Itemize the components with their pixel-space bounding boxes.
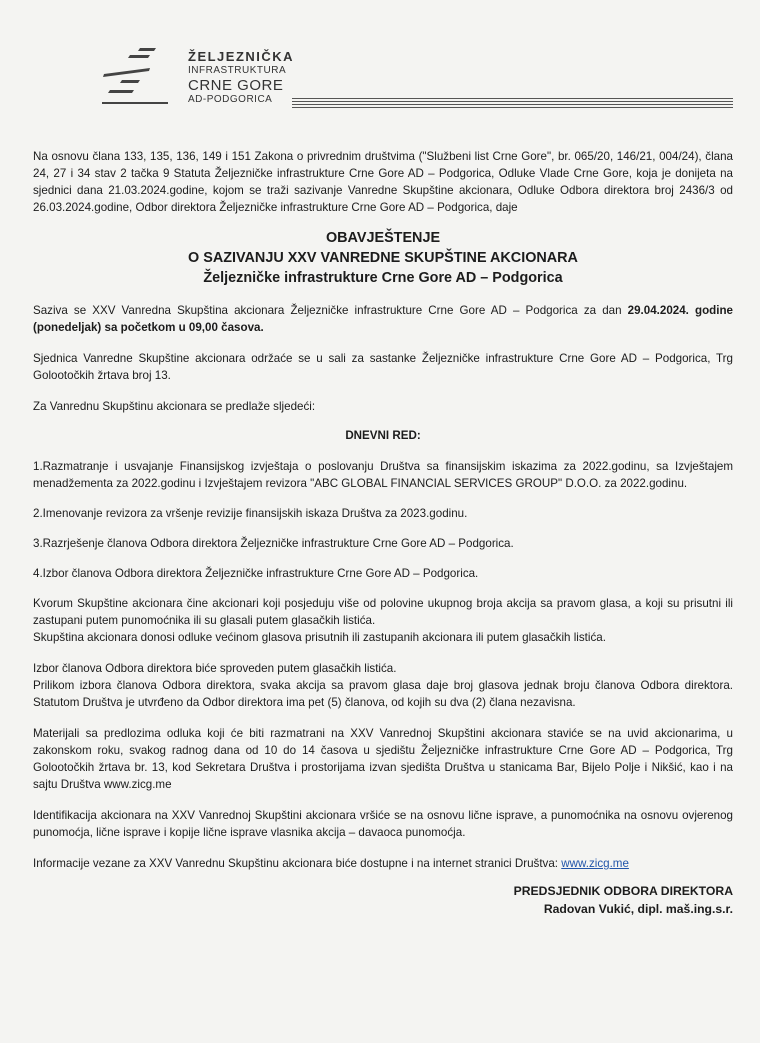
materials-paragraph: Materijali sa predlozima odluka koji će biti razmatrani na XXV Vanrednoj Skupštini akcionara staviće se na uvid akcionarima, u zakonskom roku, svakog radnog dana od 10 do 14 časova u sjedištu Željezničke infrastrukture Crne Gore AD – Podgorica, Trg Golootočkih žrtava br. 13, kod Sekretara Društva i prostorijama izvan sjedišta Društva u stanicama Bar, Bijelo Polje i Nikšić, kao i na sajtu Društva www.zicg.me xyxy=(33,727,733,791)
company-logo-text xyxy=(188,50,294,105)
logo-line-1: ŽELJEZNIČKA xyxy=(188,49,295,64)
election-rules: Prilikom izbora članova Odbora direktora, svaka akcija sa pravom glasa daje broj glasova jednak broju članova Odbora direktora. Statutom Društva je utvrđeno da Odbor direktora ima pet (5) članova, od kojih su dva (2) člana nezavisna. xyxy=(33,679,733,709)
agenda-item: 1.Razmatranje i usvajanje Finansijskog izvještaja o poslovanju Društva sa finansijskim iskazima za 2022.godinu, sa Izvještajem menadžementa za 2022.godinu i Izvještajem revizora "ABC GLOBAL FINANCIAL SERVICES GROUP" D.O.O. za 2022.godinu. xyxy=(33,460,733,490)
identification-paragraph: Identifikacija akcionara na XXV Vanrednoj Skupštini akcionara vršiće se na osnovu lične isprave, a punomoćnika na osnovu ovjerenog punomoćja, lične isprave i kopije lične isprave vlasnika akcija – davaoca punomoćja. xyxy=(33,809,733,839)
logo-line-3: CRNE GORE xyxy=(188,77,284,94)
agenda-heading: DNEVNI RED: xyxy=(345,429,421,442)
header-rule xyxy=(292,104,733,105)
company-logo-icon xyxy=(100,44,170,112)
info-paragraph xyxy=(33,855,733,872)
intro-paragraph: Na osnovu člana 133, 135, 136, 149 i 151 Zakona o privrednim društvima ("Službeni list Crne Gore", br. 065/20, 146/21, 004/24), člana 24, 27 i 34 stav 2 tačka 9 Statuta Željezničke infrastrukture Crne Gore AD – Podgorica, Odluke Vlade Crne Gore, koja je donijeta na sjednici dana 21.03.2024.godine, kojom se traži sazivanje Vanredne Skupštine akcionara, Odluke Odbora direktora broj 2436/3 od 26.03.2024.godine, Odbor direktora Željezničke infrastrukture Crne Gore AD – Podgorica, daje xyxy=(33,150,733,214)
meeting-date: 29.04.2024. godine (ponedeljak) sa početkom u 09,00 časova. xyxy=(33,304,734,334)
proposal-intro: Za Vanrednu Skupštinu akcionara se predlaže sljedeći: xyxy=(33,400,316,413)
info-text: Informacije vezane za XXV Vanrednu Skupštinu akcionara biće dostupne i na internet stranici Društva: xyxy=(33,857,559,870)
convening-paragraph xyxy=(33,302,733,336)
signature-title: PREDSJEDNIK ODBORA DIREKTORA xyxy=(513,884,733,898)
agenda-item: 3.Razrješenje članova Odbora direktora Željezničke infrastrukture Crne Gore AD – Podgorica. xyxy=(33,537,514,550)
agenda-item: 2.Imenovanje revizora za vršenje revizije finansijskih iskaza Društva za 2023.godinu. xyxy=(33,507,468,520)
notice-title: OBAVJEŠTENJE xyxy=(325,230,441,246)
notice-subtitle: O SAZIVANJU XXV VANREDNE SKUPŠTINE AKCIONARA xyxy=(188,250,578,266)
header-rule xyxy=(292,107,733,108)
logo-line-4: AD-PODGORICA xyxy=(188,94,273,105)
website-link[interactable]: www.zicg.me xyxy=(561,857,629,870)
agenda-item: 4.Izbor članova Odbora direktora Željezničke infrastrukture Crne Gore AD – Podgorica. xyxy=(33,567,479,580)
logo-line-2: INFRASTRUKTURA xyxy=(188,65,287,76)
venue-paragraph: Sjednica Vanredne Skupštine akcionara održaće se u sali za sastanke Željezničke infrastrukture Crne Gore AD – Podgorica, Trg Golootočkih žrtava broj 13. xyxy=(33,352,733,382)
signature-name: Radovan Vukić, dipl. maš.ing.s.r. xyxy=(543,902,733,916)
header-rule xyxy=(292,101,733,102)
company-name-heading: Željezničke infrastrukture Crne Gore AD – Podgorica xyxy=(203,270,563,286)
decision-paragraph: Skupština akcionara donosi odluke većinom glasova prisutnih ili zastupanih akcionara ili putem glasačkih listića. xyxy=(33,631,606,644)
convening-text: Saziva se XXV Vanredna Skupština akcionara Željezničke infrastrukture Crne Gore AD – Podgorica za dan xyxy=(33,304,622,317)
notice-body xyxy=(33,148,733,918)
election-method: Izbor članova Odbora direktora biće sproveden putem glasačkih listića. xyxy=(33,662,397,675)
quorum-paragraph: Kvorum Skupštine akcionara čine akcionari koji posjeduju više od polovine ukupnog broja akcija sa pravom glasa, a koji su prisutni ili zastupani putem punomoćnika ili su glasali putem glasačkih listića. xyxy=(33,597,733,627)
header-rule xyxy=(292,98,733,99)
